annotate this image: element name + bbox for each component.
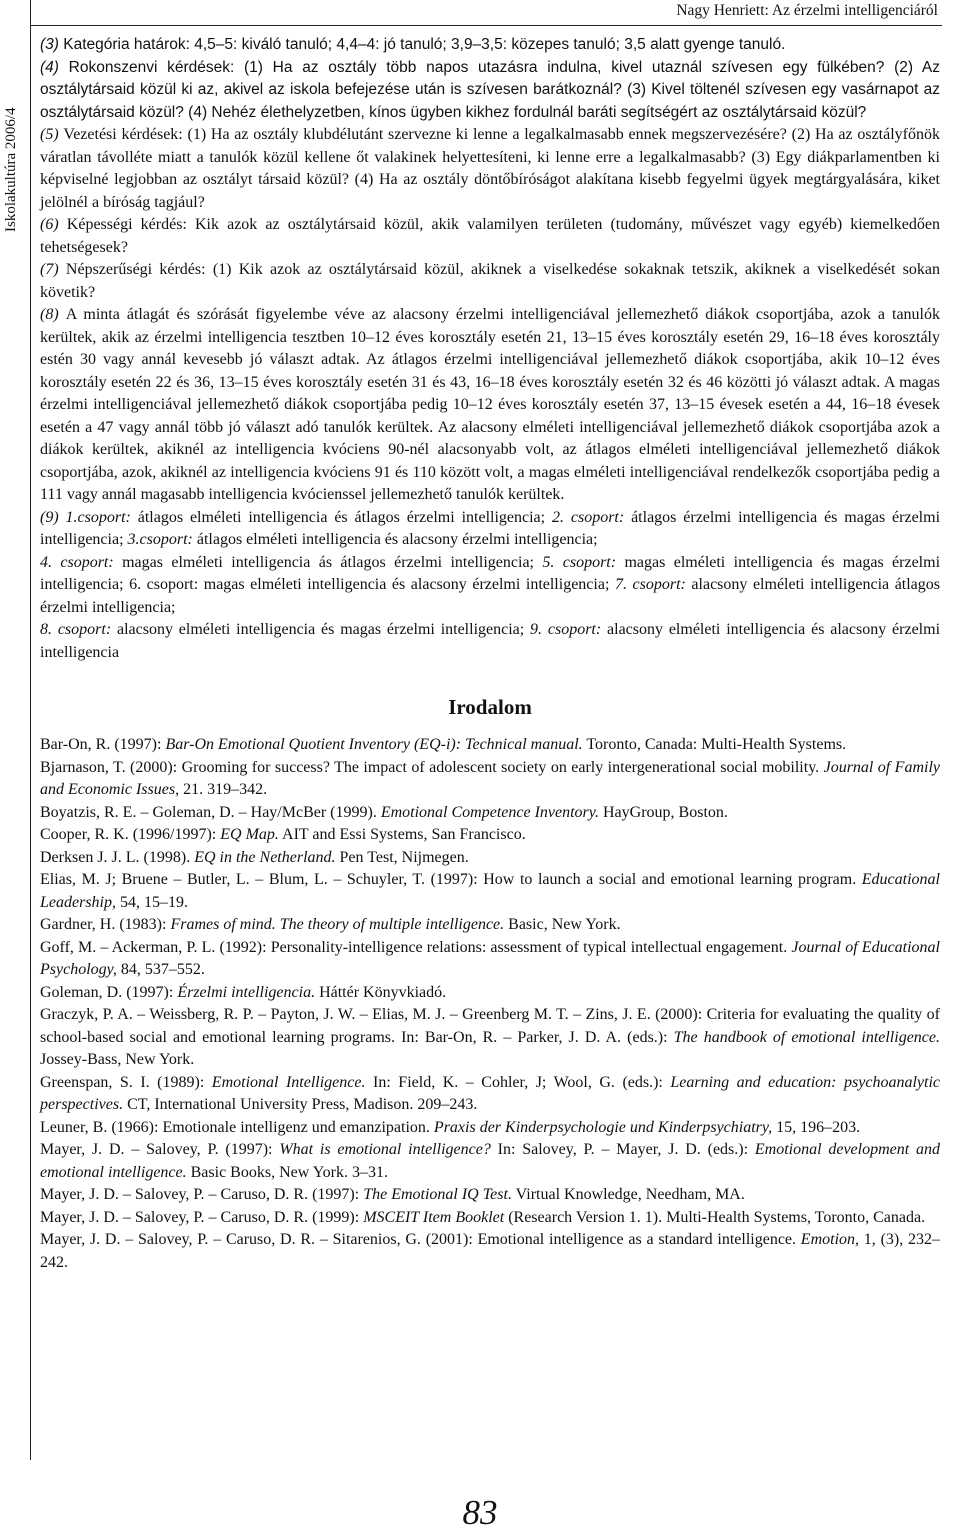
endnote-text: 7. csoport: [614, 576, 692, 593]
reference-entry-text: Goleman, D. (1997): [40, 983, 178, 1001]
reference-entry-text: Bar-On Emotional Quotient Inventory (EQ-i): Technical manual. [165, 736, 583, 753]
reference-entry [40, 914, 940, 937]
reference-entry-text: Goff, M. – Ackerman, P. L. (1992): Personality-intelligence relations: assessment of typical intellectual engagement. [40, 938, 792, 956]
endnote-text: Képességi kérdés: Kik azok az osztálytársaid közül, akik valamilyen területen (tudomány, művészet vagy egyéb) kiemelkedően tehetségesek? [40, 216, 941, 256]
reference-entry-text: AIT and Essi Systems, San Francisco. [278, 826, 526, 843]
reference-entry [40, 1184, 940, 1207]
page-number: 83 [462, 1493, 498, 1532]
endnote-text: (5) [40, 126, 64, 143]
endnote-text: Népszerűségi kérdés: (1) Kik azok az osztálytársaid közül, akiknek a viselkedése sokaknak tetszik, akiknek a viselkedését sokan követik? [40, 261, 941, 301]
reference-entry [40, 869, 940, 914]
reference-entry-text: Frames of mind. The theory of multiple intelligence. [170, 916, 505, 933]
reference-entry-text: Leuner, B. (1966): Emotionale intelligenz und emanzipation. [40, 1118, 434, 1136]
reference-entry-text: Emotion, [800, 1231, 860, 1248]
reference-entry [40, 1004, 940, 1072]
endnote-text: alacsony elméleti intelligencia és alacsony érzelmi intelligencia [40, 621, 941, 661]
reference-entry-text: The handbook of emotional intelligence. [673, 1028, 941, 1046]
reference-entry-text: Mayer, J. D. – Salovey, P. – Caruso, D. R. (1999): [40, 1208, 364, 1226]
endnotes [40, 34, 940, 664]
endnote-text: (7) [40, 261, 66, 278]
reference-entry [40, 802, 940, 825]
reference-entry-text: Elias, M. J; Bruene – Butler, L. – Blum, L. – Schuyler, T. (1997): How to launch a social and emotional learning program. [40, 871, 862, 888]
endnote-text: átlagos elméleti intelligencia és átlagos érzelmi intelligencia; [137, 508, 552, 526]
endnote-text: (3) [40, 36, 64, 53]
endnote-text: 9. csoport: [530, 621, 608, 638]
reference-entry-text: Greenspan, S. I. (1989): [40, 1073, 212, 1091]
reference-entry-text: Emotional development and emotional intelligence. [40, 1141, 941, 1181]
reference-entry-text: Emotional Intelligence. [211, 1073, 366, 1091]
page-body [40, 34, 940, 1274]
reference-entry-text: Graczyk, P. A. – Weissberg, R. P. – Payton, J. W. – Elias, M. J. – Greenberg M. T. – Zins, J. E. (2000): Criteria for evaluating the quality of school-based social and emotional learning programs. In: Bar-On, R. – Parker, J. D. A. (eds.): [40, 1006, 940, 1046]
sidebar-divider [30, 0, 31, 1460]
reference-entry-text: Mayer, J. D. – Salovey, P. (1997): [40, 1141, 280, 1158]
reference-entry-text: In: Salovey, P. – Mayer, J. D. (eds.): [490, 1141, 755, 1158]
endnote-text: Vezetési kérdések: (1) Ha az osztály klubdélutánt szervezne ki lenne a legalkalmasabb ennek megszervezésére? (2) Ha az osztályfőnök váratlan távolléte miatt a tanulók közül kellene őt valakinek helyettesíteni, ki lenne erre a legalkalmasabb? (3) Egy diákparlamentben ki képviselné legjobban az osztályt társaid közül? (4) Ha az osztály döntőbíróságot alakítana kisebb fegyelmi ügyek megtárgyalására, kiket jelölnél a bíróság tagjául? [40, 126, 941, 211]
endnote [40, 34, 940, 57]
reference-entry-text: EQ in the Netherland. [194, 848, 336, 866]
reference-entry-text: Journal of Family and Economic Issues, [40, 758, 940, 798]
reference-entry-text: Emotional Competence Inventory. [380, 803, 599, 821]
reference-entry-text: Mayer, J. D. – Salovey, P. – Caruso, D. R. (1997): [40, 1186, 364, 1203]
reference-entry-text: Basic Books, New York. 3–31. [186, 1163, 388, 1181]
reference-entry-text: Toronto, Canada: Multi-Health Systems. [582, 736, 847, 753]
reference-entry-text: Educational Leadership, [40, 871, 940, 911]
endnote-text: 8. csoport: [40, 621, 117, 638]
journal-sidebar [0, 0, 30, 1460]
journal-issue-label: Iskolakultúra 2006/4 [3, 107, 19, 232]
endnote-text: 4. csoport: [40, 553, 123, 571]
endnote [40, 57, 940, 125]
reference-entry-text: Pen Test, Nijmegen. [335, 848, 469, 866]
endnote-text: magas elméleti intelligencia ás átlagos érzelmi intelligencia; [122, 553, 543, 571]
endnote [40, 619, 940, 664]
reference-entry [40, 757, 940, 802]
reference-entry-text: Bar-On, R. (1997): [40, 736, 166, 753]
references-heading: Irodalom [448, 695, 532, 719]
endnote-text: 5. csoport: [542, 553, 625, 571]
reference-entry [40, 1117, 940, 1140]
reference-entry [40, 1139, 940, 1184]
reference-entry-text: Mayer, J. D. – Salovey, P. – Caruso, D. R. – Sitarenios, G. (2001): Emotional intelligence as a standard intelligence. [40, 1231, 801, 1248]
endnote-text: 2. csoport: [551, 508, 632, 526]
endnote [40, 304, 940, 507]
reference-entry-text: Érzelmi intelligencia. [177, 983, 316, 1001]
endnote-text: (4) [40, 58, 69, 76]
reference-entry [40, 1072, 940, 1117]
reference-entry-text: Gardner, H. (1983): [40, 916, 171, 933]
endnote-text: 3.csoport: [127, 531, 197, 548]
endnote [40, 124, 940, 214]
reference-entry-text: Háttér Könyvkiadó. [315, 983, 447, 1001]
reference-entry-text: In: Field, K. – Cohler, J; Wool, G. (eds.): [365, 1073, 671, 1091]
reference-entry-text: Cooper, R. K. (1996/1997): [40, 826, 221, 843]
reference-entry-text: Jossey-Bass, New York. [40, 1051, 195, 1068]
endnote-text: átlagos érzelmi intelligencia és magas érzelmi intelligencia; [40, 508, 941, 548]
reference-entry [40, 824, 940, 847]
reference-entry-text: What is emotional intelligence? [279, 1141, 491, 1158]
reference-entry [40, 1229, 940, 1274]
reference-entry [40, 982, 940, 1005]
endnote-text: (9) 1.csoport: [40, 508, 138, 526]
reference-entry-text: Journal of Educational Psychology, [40, 938, 941, 978]
reference-entry-text: CT, International University Press, Madison. 209–243. [123, 1096, 478, 1113]
reference-entry [40, 847, 940, 870]
reference-entry-text: HayGroup, Boston. [599, 803, 728, 821]
reference-entry-text: The Emotional IQ Test. [363, 1186, 512, 1203]
reference-entry-text: Virtual Knowledge, Needham, MA. [511, 1186, 745, 1203]
reference-entry-text: Learning and education: psychoanalytic perspectives. [40, 1073, 940, 1113]
endnote-text: (6) [40, 216, 67, 233]
endnote-text: átlagos elméleti intelligencia és alacsony érzelmi intelligencia; [196, 531, 598, 548]
endnote [40, 507, 940, 552]
endnote-text: A minta átlagát és szórását figyelembe véve az alacsony érzelmi intelligenciával jellemezhető diákok csoportjába, azok a tanulók kerültek, akik az érzelmi intelligencia tesztben 10–12 éves korosztály esetén 21, 13–15 éves korosztály esetén 29, 16–18 éves korosztály estén 30 vagy annál kevesebb jó választ adtak. Az átlagos érzelmi intelligenciával jellemezhető diákok csoportjába, akik 10–12 éves korosztály esetén 22 és 36, 13–15 éves korosztály esetén 31 és 43, 16–18 éves korosztály esetén 32 és 46 közötti jó választ adtak. A magas érzelmi intelligenciával jellemezhető diákok csoportjába pedig 10–12 éves korosztály esetén 37, 13–15 évesek esetén a 44, 16–18 évesek esetén a 47 vagy annál több jó választ adó tanulók kerültek. Az alacsony elméleti intelligenciával jellemezhető diákok csoportjába azok a diákok kerültek, akiknél az intelligencia kvóciens 90-nél alacsonyabb volt, az átlagos elméleti intelligenciával jellemezhető diákok csoportjába, azok, akiknél az intelligencia kvóciens 91 és 110 között volt, a magas elméleti intelligenciával rendelkezők csoportjába pedig a 111 vagy annál magasabb intelligencia kvócienssel jellemezhető tanulók kerültek. [40, 306, 940, 503]
reference-entry-text: Boyatzis, R. E. – Goleman, D. – Hay/McBer (1999). [40, 803, 381, 821]
reference-entry-text: Derksen J. J. L. (1998). [40, 848, 195, 866]
endnote-text: magas elméleti intelligencia és magas érzelmi intelligencia; 6. csoport: magas elméleti intelligencia és alacsony érzelmi intelligencia; [40, 553, 941, 593]
endnote-text: Rokonszenvi kérdések: (1) Ha az osztály több napos utazásra indulna, kivel utaznál szívesen egy fülkében? (2) Az osztálytársaid közül ki az, akivel az iskola befejezése után is szívesen barátkoznál? (3) Kivel töltenél szívesen egy vasárnapot az osztálytársaid közül? (4) Nehéz élethelyzetben, kínos ügyben kikhez fordulnál baráti segítségért az osztálytársaid közül? [40, 58, 940, 121]
header-divider [30, 25, 942, 26]
reference-entry [40, 1207, 940, 1230]
references-list [40, 734, 940, 1274]
endnote [40, 214, 940, 259]
reference-entry-text: (Research Version 1. 1). Multi-Health Systems, Toronto, Canada. [504, 1208, 926, 1226]
reference-entry-text: MSCEIT Item Booklet [363, 1208, 505, 1226]
reference-entry-text: Praxis der Kinderpsychologie und Kinderpsychiatry, [433, 1118, 773, 1136]
reference-entry-text: 54, 15–19. [116, 893, 188, 911]
endnote-text: alacsony elméleti intelligencia átlagos érzelmi intelligencia; [40, 576, 941, 616]
reference-entry-text: 15, 196–203. [772, 1118, 861, 1136]
reference-entry-text: 21. 319–342. [179, 781, 268, 798]
reference-entry-text: 1, (3), 232–242. [40, 1231, 940, 1271]
reference-entry-text: Bjarnason, T. (2000): Grooming for success? The impact of adolescent society on early intergenerational social mobility. [40, 758, 824, 776]
reference-entry-text: EQ Map. [220, 826, 279, 843]
endnote [40, 259, 940, 304]
running-header: Nagy Henriett: Az érzelmi intelligenciáról [676, 2, 938, 19]
endnote-text: (8) [40, 306, 66, 323]
reference-entry-text: Basic, New York. [504, 916, 621, 933]
endnote-text: Kategória határok: 4,5–5: kiváló tanuló; 4,4–4: jó tanuló; 3,9–3,5: közepes tanuló; 3,5 alatt gyenge tanuló. [63, 36, 786, 53]
endnote [40, 552, 940, 620]
reference-entry-text: 84, 537–552. [116, 961, 205, 978]
reference-entry [40, 734, 940, 757]
endnote-text: alacsony elméleti intelligencia és magas érzelmi intelligencia; [116, 621, 531, 638]
reference-entry [40, 937, 940, 982]
